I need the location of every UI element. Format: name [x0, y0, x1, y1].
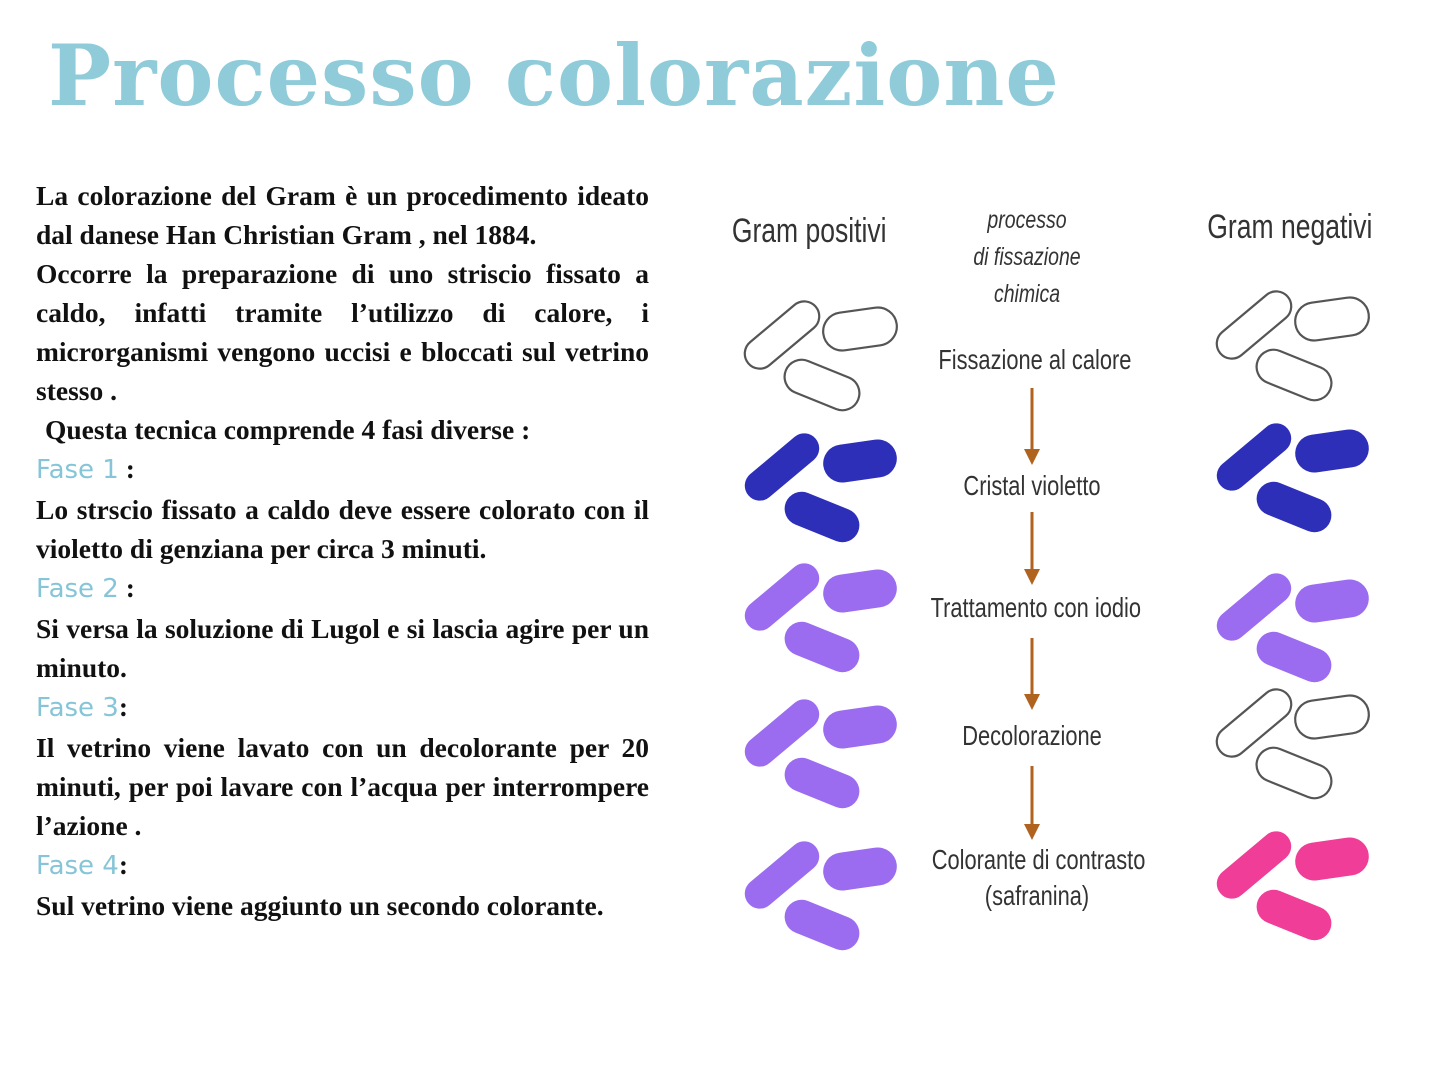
bacterium-cell [779, 617, 864, 678]
intro-paragraph-1: La colorazione del Gram è un procedimento ideato dal danese Han Christian Gram , nel 1884. [36, 180, 649, 250]
gram-positive-header: Gram positivi [731, 212, 887, 250]
gram-positive-cluster [739, 835, 900, 955]
gram-positive-cluster [739, 295, 900, 415]
intro-paragraph-2: Occorre la preparazione di uno striscio fissato a caldo, infatti tramite l’utilizzo di calore, i microrganismi vengono uccisi e bloccati sul vetrino stesso . [36, 258, 649, 406]
phase-colon: : [118, 572, 135, 603]
bacterium-cell [1251, 627, 1336, 688]
center-header-line-3: chimica [993, 280, 1061, 308]
bacterium-cell [821, 567, 900, 615]
counterstain-line-1: Colorante di contrasto [931, 844, 1146, 875]
gram-negative-cluster [1211, 683, 1372, 803]
bacterium-cell [1293, 295, 1372, 343]
phase-label: Fase 4 [36, 851, 119, 881]
phase-3-heading [36, 687, 649, 728]
phase-3-text: Il vetrino viene lavato con un decolorante per 20 minuti, per poi lavare con l’acqua per interrompere l’azione . [36, 732, 649, 841]
gram-negative-cluster [1211, 417, 1372, 537]
bacterium-cell [1293, 577, 1372, 625]
phase-2-text: Si versa la soluzione di Lugol e si lascia agire per un minuto. [36, 613, 649, 683]
down-arrow-icon [1024, 766, 1040, 840]
down-arrow-icon [1024, 638, 1040, 710]
text-column [36, 176, 649, 925]
center-header-line-1: processo [987, 206, 1067, 234]
center-header [969, 202, 1086, 313]
gram-negative-header: Gram negativi [1207, 208, 1373, 246]
step-label-iodine: Trattamento con iodio [930, 592, 1142, 623]
counterstain-line-2: (safranina) [984, 880, 1090, 911]
page-title: Processo colorazione [48, 26, 1060, 125]
phase-1-heading [36, 449, 649, 490]
bacterium-cell [1251, 345, 1336, 406]
down-arrow-icon [1024, 388, 1040, 465]
bacterium-cell [1293, 693, 1372, 741]
step-label-crystal-violet: Cristal violetto [963, 470, 1101, 501]
bacterium-cell [821, 305, 900, 353]
bacterium-cell [821, 703, 900, 751]
gram-positive-cluster [739, 693, 900, 813]
phase-colon: : [118, 849, 129, 880]
bacterium-cell [779, 895, 864, 956]
bacterium-cell [779, 487, 864, 548]
phase-label: Fase 3 [36, 693, 119, 723]
gram-stain-diagram [690, 190, 1410, 970]
phase-2-heading [36, 568, 649, 609]
gram-negative-cluster [1211, 567, 1372, 687]
bacterium-cell [1251, 743, 1336, 804]
phase-4-text: Sul vetrino viene aggiunto un secondo colorante. [36, 890, 604, 921]
intro-paragraph-3: Questa tecnica comprende 4 fasi diverse : [45, 414, 531, 445]
step-label-decoloration: Decolorazione [962, 720, 1102, 751]
phase-colon: : [118, 691, 129, 722]
phase-1-text: Lo strscio fissato a caldo deve essere colorato con il violetto di genziana per circa 3 minuti. [36, 494, 649, 564]
bacterium-cell [1251, 477, 1336, 538]
gram-positive-cluster [739, 427, 900, 547]
gram-negative-cluster [1211, 285, 1372, 405]
bacterium-cell [779, 753, 864, 814]
bacterium-cell [1293, 427, 1372, 475]
phase-colon: : [118, 453, 135, 484]
phase-label: Fase 2 [36, 574, 119, 604]
gram-negative-cluster [1211, 825, 1372, 945]
phase-4-heading [36, 845, 649, 886]
bacterium-cell [821, 845, 900, 893]
bacterium-cell [779, 355, 864, 416]
center-header-line-2: di fissazione [973, 243, 1081, 271]
phase-label: Fase 1 [36, 455, 119, 485]
bacterium-cell [1293, 835, 1372, 883]
bacterium-cell [1251, 885, 1336, 946]
step-label-counterstain [931, 842, 1146, 914]
down-arrow-icon [1024, 512, 1040, 585]
gram-positive-cluster [739, 557, 900, 677]
bacterium-cell [821, 437, 900, 485]
step-label-heat-fixation: Fissazione al calore [938, 344, 1132, 375]
